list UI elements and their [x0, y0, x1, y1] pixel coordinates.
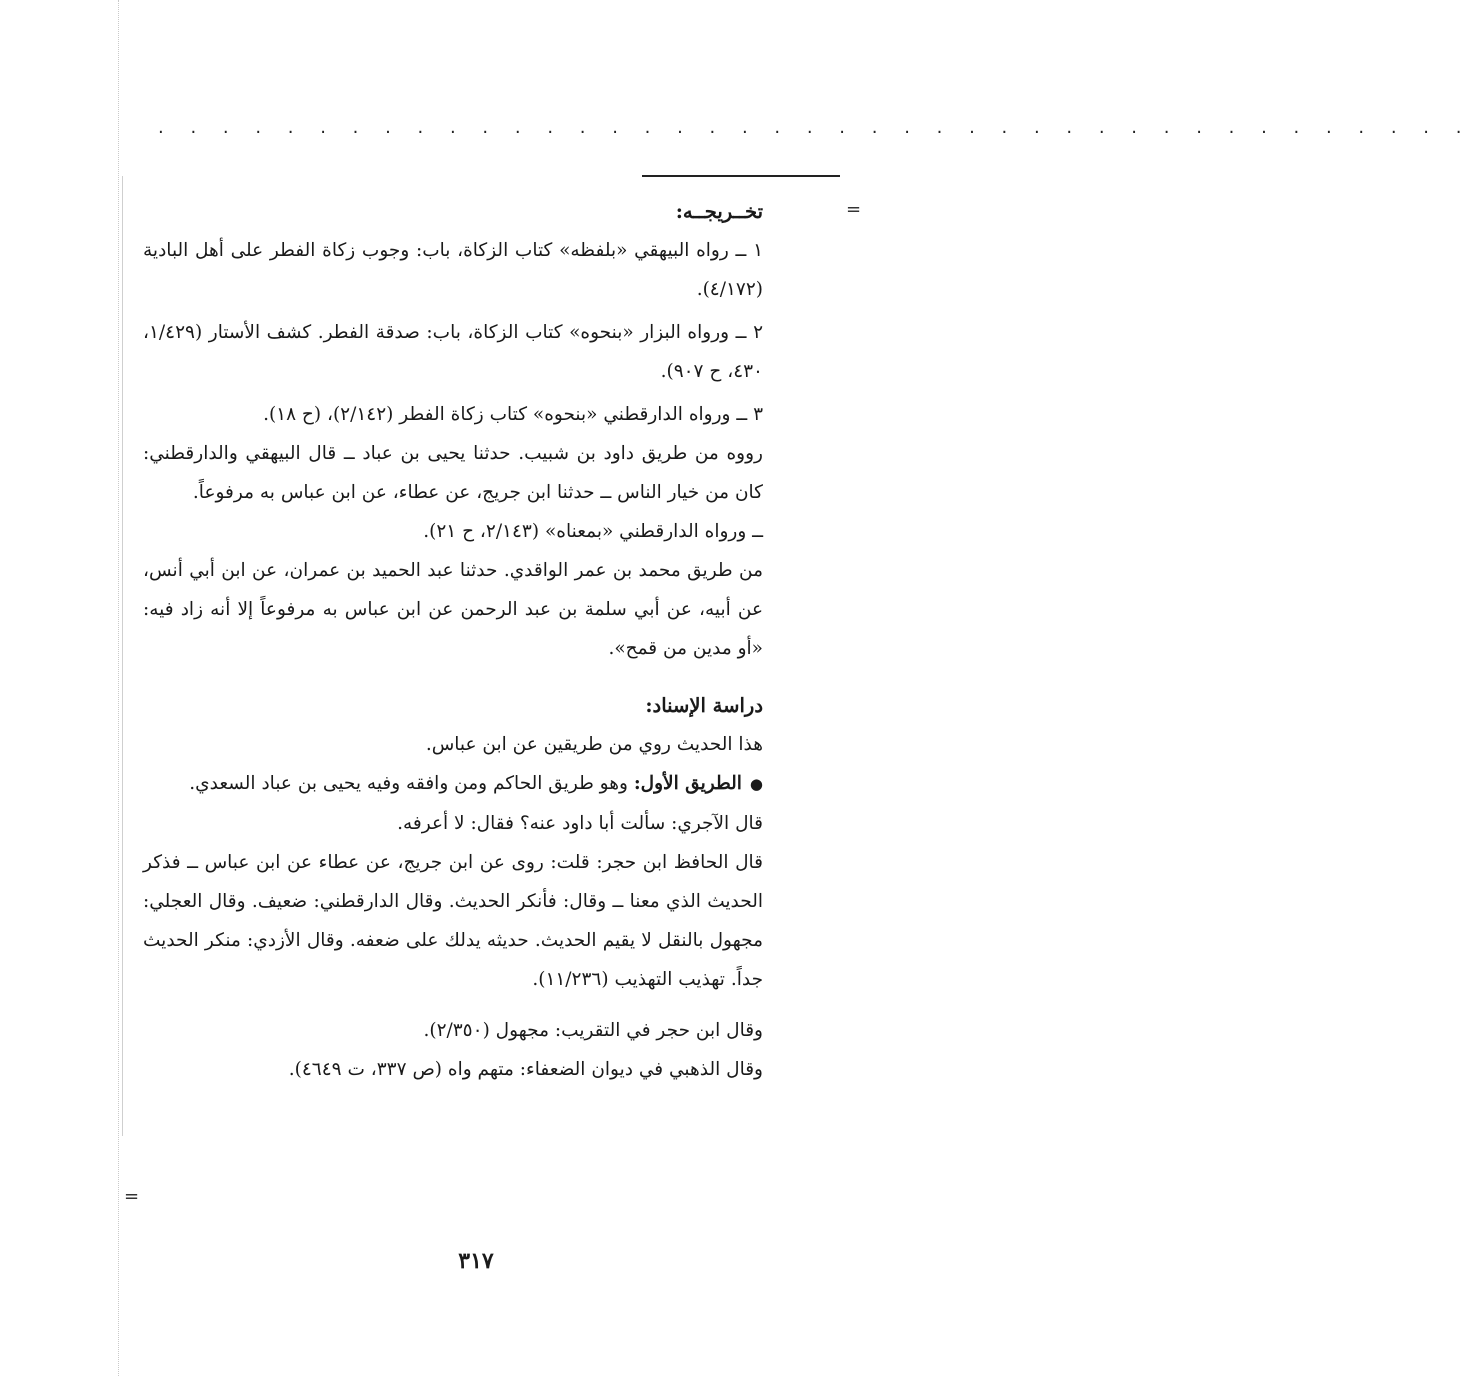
isnad-line-ibn-hajar: قال الحافظ ابن حجر: قلت: روى عن ابن جريج، عن عطاء عن ابن عباس ــ فذكر الحديث الذي معنا ــ وقال: فأنكر الحديث. وقال الدارقطني: ضعيف. وقال العجلي: مجهول بالنقل لا يقيم الحديث. حديثه يدلك على ضعفه. وقال الأزدي: منكر الحديث جداً. تهذيب التهذيب (١١/٢٣٦). — [143, 852, 763, 990]
isnad-line-dhahabi: وقال الذهبي في ديوان الضعفاء: متهم واه (ص ٣٣٧، ت ٤٦٤٩). — [288, 1059, 763, 1080]
first-path-label: الطريق الأول: — [633, 773, 742, 794]
isnad-first-path — [143, 764, 763, 804]
takhrij-line-1: ١ ــ رواه البيهقي «بلفظه» كتاب الزكاة، باب: وجوب زكاة الفطر على أهل البادية (٤/١٧٢). — [143, 240, 763, 300]
isnad-line-taqrib: وقال ابن حجر في التقريب: مجهول (٢/٣٥٠). — [423, 1020, 763, 1041]
takhrij-chain-1: رووه من طريق داود بن شبيب. حدثنا يحيى بن عباد ــ قال البيهقي والدارقطني: كان من خيار الناس ــ حدثنا ابن جريج، عن عطاء، عن ابن عباس به مرفوعاً. — [143, 443, 763, 503]
continuation-marker-bottom: = — [124, 1186, 140, 1207]
scan-margin-line — [118, 0, 119, 1376]
takhrij-line-3: ٣ ــ ورواه الدارقطني «بنحوه» كتاب زكاة الفطر (٢/١٤٢)، (ح ١٨). — [263, 404, 763, 425]
takhrij-line-4: ــ ورواه الدارقطني «بمعناه» (٢/١٤٣، ح ٢١). — [423, 521, 763, 542]
first-path-text: وهو طريق الحاكم ومن وافقه وفيه يحيى بن عباد السعدي. — [189, 773, 628, 794]
footnote-rule — [642, 175, 840, 177]
isnad-heading: دراسة الإسناد: — [645, 694, 763, 717]
isnad-line-ajurri: قال الآجري: سألت أبا داود عنه؟ فقال: لا أعرفه. — [397, 813, 763, 834]
page-number: ٣١٧ — [458, 1248, 494, 1274]
takhrij-heading: تخــريجــه: — [675, 200, 763, 223]
dotted-separator: . . . . . . . . . . . . . . . . . . . . . . . . . . . . . . . . . . . . . . . . . — [158, 117, 1472, 138]
continuation-marker-top: = — [846, 199, 862, 220]
takhrij-line-2: ٢ ــ ورواه البزار «بنحوه» كتاب الزكاة، باب: صدقة الفطر. كشف الأستار (١/٤٢٩، ٤٣٠، ح ٩٠٧). — [143, 322, 763, 382]
takhrij-chain-2: من طريق محمد بن عمر الواقدي. حدثنا عبد الحميد بن عمران، عن ابن أبي أنس، عن أبيه، عن أبي سلمة بن عبد الرحمن عن ابن عباس به مرفوعاً إلا أنه زاد فيه: «أو مدين من قمح». — [143, 560, 763, 659]
isnad-intro: هذا الحديث روي من طريقين عن ابن عباس. — [425, 734, 763, 755]
gutter-bar — [122, 176, 123, 1136]
bullet-icon: ● — [749, 775, 763, 793]
main-text — [143, 192, 763, 1089]
